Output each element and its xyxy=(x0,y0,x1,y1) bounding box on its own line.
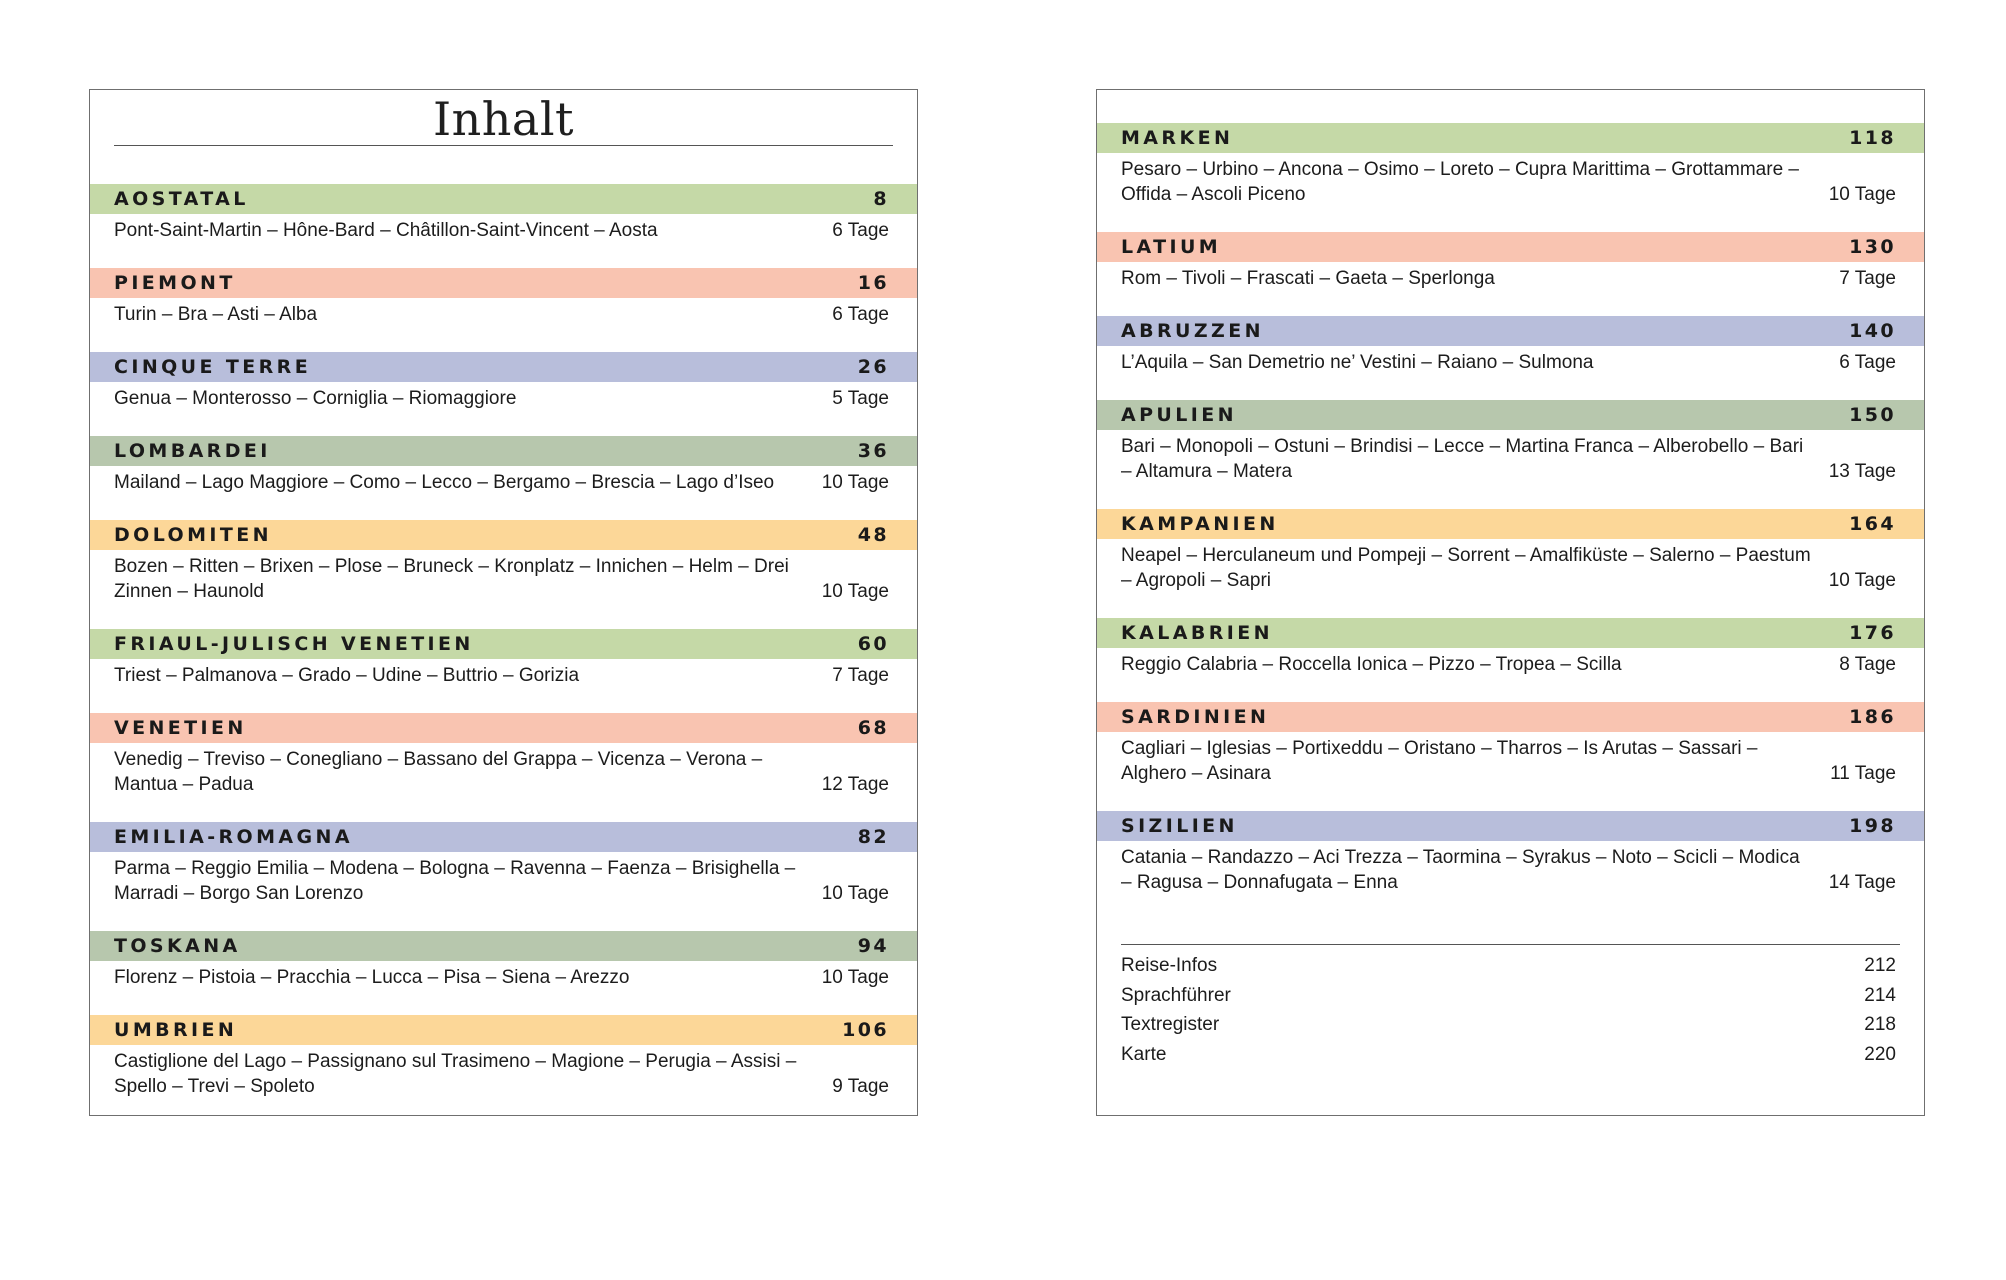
section-name: SARDINIEN xyxy=(1121,706,1270,728)
section-body xyxy=(90,302,917,327)
section-route: Pont-Saint-Martin – Hône-Bard – Châtillon-Saint-Vincent – Aosta xyxy=(114,220,658,241)
toc-page-left xyxy=(89,89,918,1116)
toc-entry[interactable] xyxy=(1097,702,1924,786)
section-route: Florenz – Pistoia – Pracchia – Lucca – Pisa – Siena – Arezzo xyxy=(114,967,630,988)
section-band xyxy=(1097,618,1924,648)
section-route: Venedig – Treviso – Conegliano – Bassano del Grappa – Vicenza – Verona – Mantua – Padua xyxy=(114,749,763,795)
toc-entry[interactable] xyxy=(1097,400,1924,484)
section-route: Turin – Bra – Asti – Alba xyxy=(114,304,318,325)
section-page: 8 xyxy=(873,188,889,210)
section-band xyxy=(90,931,917,961)
section-page: 36 xyxy=(857,440,889,462)
section-band xyxy=(90,184,917,214)
section-band xyxy=(1097,811,1924,841)
section-name: AOSTATAL xyxy=(114,188,249,210)
section-route: Reggio Calabria – Roccella Ionica – Pizzo – Tropea – Scilla xyxy=(1121,654,1622,675)
section-page: 164 xyxy=(1849,513,1896,535)
toc-entry[interactable] xyxy=(90,184,917,243)
section-page: 106 xyxy=(842,1019,889,1041)
section-body xyxy=(1097,434,1924,484)
section-name: ABRUZZEN xyxy=(1121,320,1264,342)
section-page: 26 xyxy=(857,356,889,378)
section-route: Mailand – Lago Maggiore – Como – Lecco – Bergamo – Brescia – Lago d’Iseo xyxy=(114,472,775,493)
section-band xyxy=(1097,400,1924,430)
extra-label: Karte xyxy=(1121,1043,1167,1065)
section-name: FRIAUL-JULISCH VENETIEN xyxy=(114,633,474,655)
section-band xyxy=(1097,509,1924,539)
section-name: PIEMONT xyxy=(114,272,236,294)
toc-entry[interactable] xyxy=(1097,811,1924,895)
toc-entry[interactable] xyxy=(1097,509,1924,593)
section-days: 10 Tage xyxy=(821,967,889,988)
extra-entry[interactable] xyxy=(1121,1010,1896,1040)
extra-page: 212 xyxy=(1864,955,1896,976)
section-days: 10 Tage xyxy=(1828,570,1896,591)
section-route: Bari – Monopoli – Ostuni – Brindisi – Lecce – Martina Franca – Alberobello – Bari – Altamura – Matera xyxy=(1121,436,1804,482)
toc-entry[interactable] xyxy=(90,822,917,906)
section-name: CINQUE TERRE xyxy=(114,356,312,378)
section-days: 14 Tage xyxy=(1828,872,1896,893)
section-route: L’Aquila – San Demetrio ne’ Vestini – Raiano – Sulmona xyxy=(1121,352,1594,373)
section-body xyxy=(1097,350,1924,375)
section-name: DOLOMITEN xyxy=(114,524,272,546)
section-body xyxy=(1097,157,1924,207)
section-page: 68 xyxy=(857,717,889,739)
extra-entry[interactable] xyxy=(1121,1040,1896,1070)
section-page: 94 xyxy=(857,935,889,957)
section-page: 82 xyxy=(857,826,889,848)
section-days: 13 Tage xyxy=(1828,461,1896,482)
section-page: 150 xyxy=(1849,404,1896,426)
section-body xyxy=(90,856,917,906)
section-name: KAMPANIEN xyxy=(1121,513,1279,535)
extra-label: Reise-Infos xyxy=(1121,955,1218,976)
extra-entry[interactable] xyxy=(1121,951,1896,981)
section-band xyxy=(1097,123,1924,153)
section-page: 48 xyxy=(857,524,889,546)
section-body xyxy=(90,965,917,990)
section-page: 118 xyxy=(1849,127,1896,149)
toc-entry[interactable] xyxy=(90,268,917,327)
toc-entry[interactable] xyxy=(1097,232,1924,291)
toc-page-right xyxy=(1096,89,1925,1116)
section-page: 140 xyxy=(1849,320,1896,342)
section-route: Genua – Monterosso – Corniglia – Riomaggiore xyxy=(114,388,517,409)
section-name: SIZILIEN xyxy=(1121,815,1238,837)
section-body xyxy=(1097,736,1924,786)
extra-page: 220 xyxy=(1864,1043,1896,1065)
section-days: 7 Tage xyxy=(1839,268,1896,289)
extra-page: 214 xyxy=(1864,984,1896,1006)
section-band xyxy=(1097,316,1924,346)
section-route: Triest – Palmanova – Grado – Udine – Buttrio – Gorizia xyxy=(114,665,580,686)
section-days: 10 Tage xyxy=(821,883,889,904)
section-name: LATIUM xyxy=(1121,236,1222,258)
toc-entry[interactable] xyxy=(90,352,917,411)
section-days: 8 Tage xyxy=(1839,654,1896,675)
extras-divider xyxy=(1121,944,1900,945)
section-days: 10 Tage xyxy=(821,472,889,493)
section-body xyxy=(90,747,917,797)
extras-list xyxy=(1121,951,1896,1069)
section-band xyxy=(90,822,917,852)
toc-entry[interactable] xyxy=(1097,316,1924,375)
section-route: Catania – Randazzo – Aci Trezza – Taormina – Syrakus – Noto – Scicli – Modica – Ragusa – Donnafugata – Enna xyxy=(1121,847,1800,893)
section-name: MARKEN xyxy=(1121,127,1234,149)
section-days: 12 Tage xyxy=(821,774,889,795)
toc-entry[interactable] xyxy=(90,1015,917,1099)
section-band xyxy=(90,1015,917,1045)
section-band xyxy=(1097,232,1924,262)
section-route: Cagliari – Iglesias – Portixeddu – Oristano – Tharros – Is Arutas – Sassari – Alghero – Asinara xyxy=(1121,738,1758,784)
section-route: Bozen – Ritten – Brixen – Plose – Bruneck – Kronplatz – Innichen – Helm – Drei Zinnen – Haunold xyxy=(114,556,789,602)
toc-entry[interactable] xyxy=(90,629,917,688)
section-name: UMBRIEN xyxy=(114,1019,238,1041)
section-band xyxy=(90,520,917,550)
section-days: 7 Tage xyxy=(832,665,889,686)
section-band xyxy=(90,436,917,466)
toc-entry[interactable] xyxy=(90,520,917,604)
section-band xyxy=(1097,702,1924,732)
section-name: EMILIA-ROMAGNA xyxy=(114,826,353,848)
section-days: 5 Tage xyxy=(832,388,889,409)
section-days: 9 Tage xyxy=(832,1076,889,1097)
toc-entry[interactable] xyxy=(90,713,917,797)
section-page: 130 xyxy=(1849,236,1896,258)
title-divider xyxy=(114,145,893,146)
section-band xyxy=(90,713,917,743)
section-route: Pesaro – Urbino – Ancona – Osimo – Loreto – Cupra Marittima – Grottammare – Offida – Ascoli Piceno xyxy=(1121,159,1799,205)
toc-entry[interactable] xyxy=(1097,123,1924,207)
section-body xyxy=(90,218,917,243)
section-body xyxy=(90,386,917,411)
extra-label: Textregister xyxy=(1121,1014,1220,1035)
section-body xyxy=(1097,652,1924,677)
extra-page: 218 xyxy=(1864,1014,1896,1035)
section-body xyxy=(90,1049,917,1099)
page-title: Inhalt xyxy=(432,92,575,146)
section-page: 16 xyxy=(857,272,889,294)
section-band xyxy=(90,352,917,382)
section-page: 60 xyxy=(857,633,889,655)
section-body xyxy=(90,470,917,495)
section-name: KALABRIEN xyxy=(1121,622,1273,644)
section-days: 6 Tage xyxy=(832,220,889,241)
section-days: 11 Tage xyxy=(1830,763,1896,784)
section-days: 6 Tage xyxy=(1839,352,1896,373)
section-route: Rom – Tivoli – Frascati – Gaeta – Sperlonga xyxy=(1121,268,1495,289)
section-name: TOSKANA xyxy=(114,935,241,957)
extra-label: Sprachführer xyxy=(1121,984,1231,1006)
section-route: Castiglione del Lago – Passignano sul Trasimeno – Magione – Perugia – Assisi – Spello – Trevi – Spoleto xyxy=(114,1051,797,1097)
toc-entry[interactable] xyxy=(90,931,917,990)
section-route: Neapel – Herculaneum und Pompeji – Sorrent – Amalfiküste – Salerno – Paestum – Agropoli – Sapri xyxy=(1121,545,1811,591)
section-body xyxy=(1097,543,1924,593)
section-page: 186 xyxy=(1849,706,1896,728)
section-body xyxy=(90,554,917,604)
section-name: APULIEN xyxy=(1121,404,1237,426)
section-days: 10 Tage xyxy=(821,581,889,602)
section-page: 176 xyxy=(1849,622,1896,644)
section-name: VENETIEN xyxy=(114,717,247,739)
section-days: 6 Tage xyxy=(832,304,889,325)
section-band xyxy=(90,629,917,659)
section-route: Parma – Reggio Emilia – Modena – Bologna – Ravenna – Faenza – Brisighella – Marradi – Borgo San Lorenzo xyxy=(114,858,796,904)
section-days: 10 Tage xyxy=(1828,184,1896,205)
section-body xyxy=(1097,266,1924,291)
section-body xyxy=(90,663,917,688)
section-band xyxy=(90,268,917,298)
toc-entry[interactable] xyxy=(90,436,917,495)
section-page: 198 xyxy=(1849,815,1896,837)
extra-entry[interactable] xyxy=(1121,981,1896,1011)
section-name: LOMBARDEI xyxy=(114,440,271,462)
section-body xyxy=(1097,845,1924,895)
toc-entry[interactable] xyxy=(1097,618,1924,677)
